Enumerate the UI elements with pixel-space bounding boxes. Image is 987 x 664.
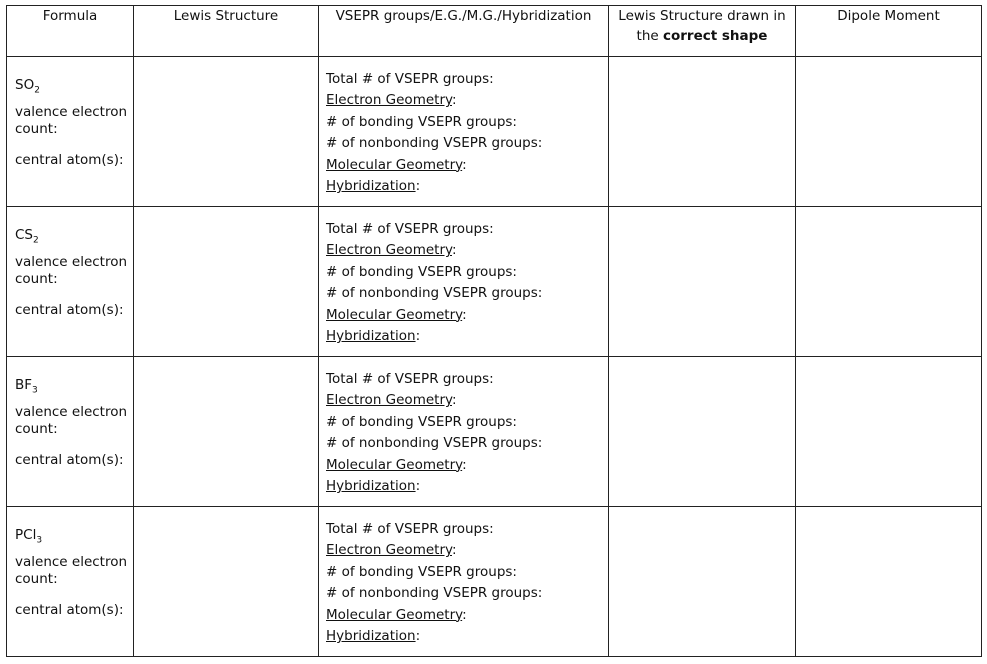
molecular-geometry-label: Molecular Geometry: xyxy=(326,456,467,473)
vsepr-cell xyxy=(319,507,609,657)
molecular-geometry-label: Molecular Geometry: xyxy=(326,156,467,173)
electron-geometry-label: Electron Geometry: xyxy=(326,242,457,259)
dipole-moment-cell[interactable] xyxy=(796,357,982,507)
vsepr-cell xyxy=(319,357,609,507)
central-atom-label: central atom(s): xyxy=(15,301,124,318)
total-groups-label: Total # of VSEPR groups: xyxy=(326,71,494,87)
electron-geometry-label: Electron Geometry: xyxy=(326,92,457,109)
molecule-row xyxy=(7,207,982,357)
formula-symbol: PCl xyxy=(15,527,37,543)
formula xyxy=(15,227,133,246)
vsepr-cell xyxy=(319,207,609,357)
hybridization-label: Hybridization: xyxy=(326,178,421,195)
header-shape-bold: correct shape xyxy=(662,28,768,44)
header-formula: Formula xyxy=(7,6,134,57)
lewis-structure-cell[interactable] xyxy=(134,507,319,657)
lewis-structure-cell[interactable] xyxy=(134,357,319,507)
molecular-geometry-label: Molecular Geometry: xyxy=(326,306,467,323)
header-lewis-structure: Lewis Structure xyxy=(134,6,319,57)
formula-cell xyxy=(7,507,134,657)
total-groups-label: Total # of VSEPR groups: xyxy=(326,371,494,387)
formula-subscript: 3 xyxy=(32,385,38,396)
hybridization-label: Hybridization: xyxy=(326,478,421,495)
correct-shape-cell[interactable] xyxy=(609,357,796,507)
total-groups-label: Total # of VSEPR groups: xyxy=(326,221,494,237)
header-shape-line1: Lewis Structure drawn in xyxy=(618,8,786,24)
valence-electron-label: valence electron count: xyxy=(15,103,128,137)
formula xyxy=(15,527,133,546)
nonbonding-groups-label: # of nonbonding VSEPR groups: xyxy=(326,135,543,152)
formula-symbol: SO xyxy=(15,77,35,93)
formula-subscript: 3 xyxy=(36,535,43,546)
vsepr-worksheet-table xyxy=(6,5,982,657)
formula-subscript: 2 xyxy=(34,85,40,96)
nonbonding-groups-label: # of nonbonding VSEPR groups: xyxy=(326,285,543,302)
molecule-row xyxy=(7,357,982,507)
central-atom-label: central atom(s): xyxy=(15,601,124,618)
header-shape-line2-prefix: the xyxy=(636,28,663,44)
electron-geometry-label: Electron Geometry: xyxy=(326,392,457,409)
dipole-moment-cell[interactable] xyxy=(796,207,982,357)
lewis-structure-cell[interactable] xyxy=(134,57,319,207)
central-atom-label: central atom(s): xyxy=(15,451,124,468)
bonding-groups-label: # of bonding VSEPR groups: xyxy=(326,563,517,580)
formula-cell xyxy=(7,207,134,357)
formula xyxy=(15,377,133,396)
header-vsepr: VSEPR groups/E.G./M.G./Hybridization xyxy=(319,6,609,57)
bonding-groups-label: # of bonding VSEPR groups: xyxy=(326,113,517,130)
hybridization-label: Hybridization: xyxy=(326,328,421,345)
valence-electron-label: valence electron count: xyxy=(15,403,128,437)
bonding-groups-label: # of bonding VSEPR groups: xyxy=(326,413,517,430)
molecule-row xyxy=(7,57,982,207)
correct-shape-cell[interactable] xyxy=(609,207,796,357)
formula-cell xyxy=(7,357,134,507)
correct-shape-cell[interactable] xyxy=(609,507,796,657)
electron-geometry-label: Electron Geometry: xyxy=(326,542,457,559)
molecular-geometry-label: Molecular Geometry: xyxy=(326,606,467,623)
formula-cell xyxy=(7,57,134,207)
correct-shape-cell[interactable] xyxy=(609,57,796,207)
dipole-moment-cell[interactable] xyxy=(796,507,982,657)
lewis-structure-cell[interactable] xyxy=(134,207,319,357)
molecule-row xyxy=(7,507,982,657)
dipole-moment-cell[interactable] xyxy=(796,57,982,207)
vsepr-cell xyxy=(319,57,609,207)
nonbonding-groups-label: # of nonbonding VSEPR groups: xyxy=(326,585,543,602)
header-dipole-moment: Dipole Moment xyxy=(796,6,982,57)
header-correct-shape xyxy=(609,6,796,57)
formula xyxy=(15,77,133,96)
hybridization-label: Hybridization: xyxy=(326,628,421,645)
central-atom-label: central atom(s): xyxy=(15,151,124,168)
valence-electron-label: valence electron count: xyxy=(15,553,128,587)
formula-symbol: BF xyxy=(15,377,33,393)
bonding-groups-label: # of bonding VSEPR groups: xyxy=(326,263,517,280)
formula-subscript: 2 xyxy=(33,235,39,246)
total-groups-label: Total # of VSEPR groups: xyxy=(326,521,494,537)
valence-electron-label: valence electron count: xyxy=(15,253,128,287)
nonbonding-groups-label: # of nonbonding VSEPR groups: xyxy=(326,435,543,452)
header-row xyxy=(7,6,982,57)
formula-symbol: CS xyxy=(15,227,33,243)
